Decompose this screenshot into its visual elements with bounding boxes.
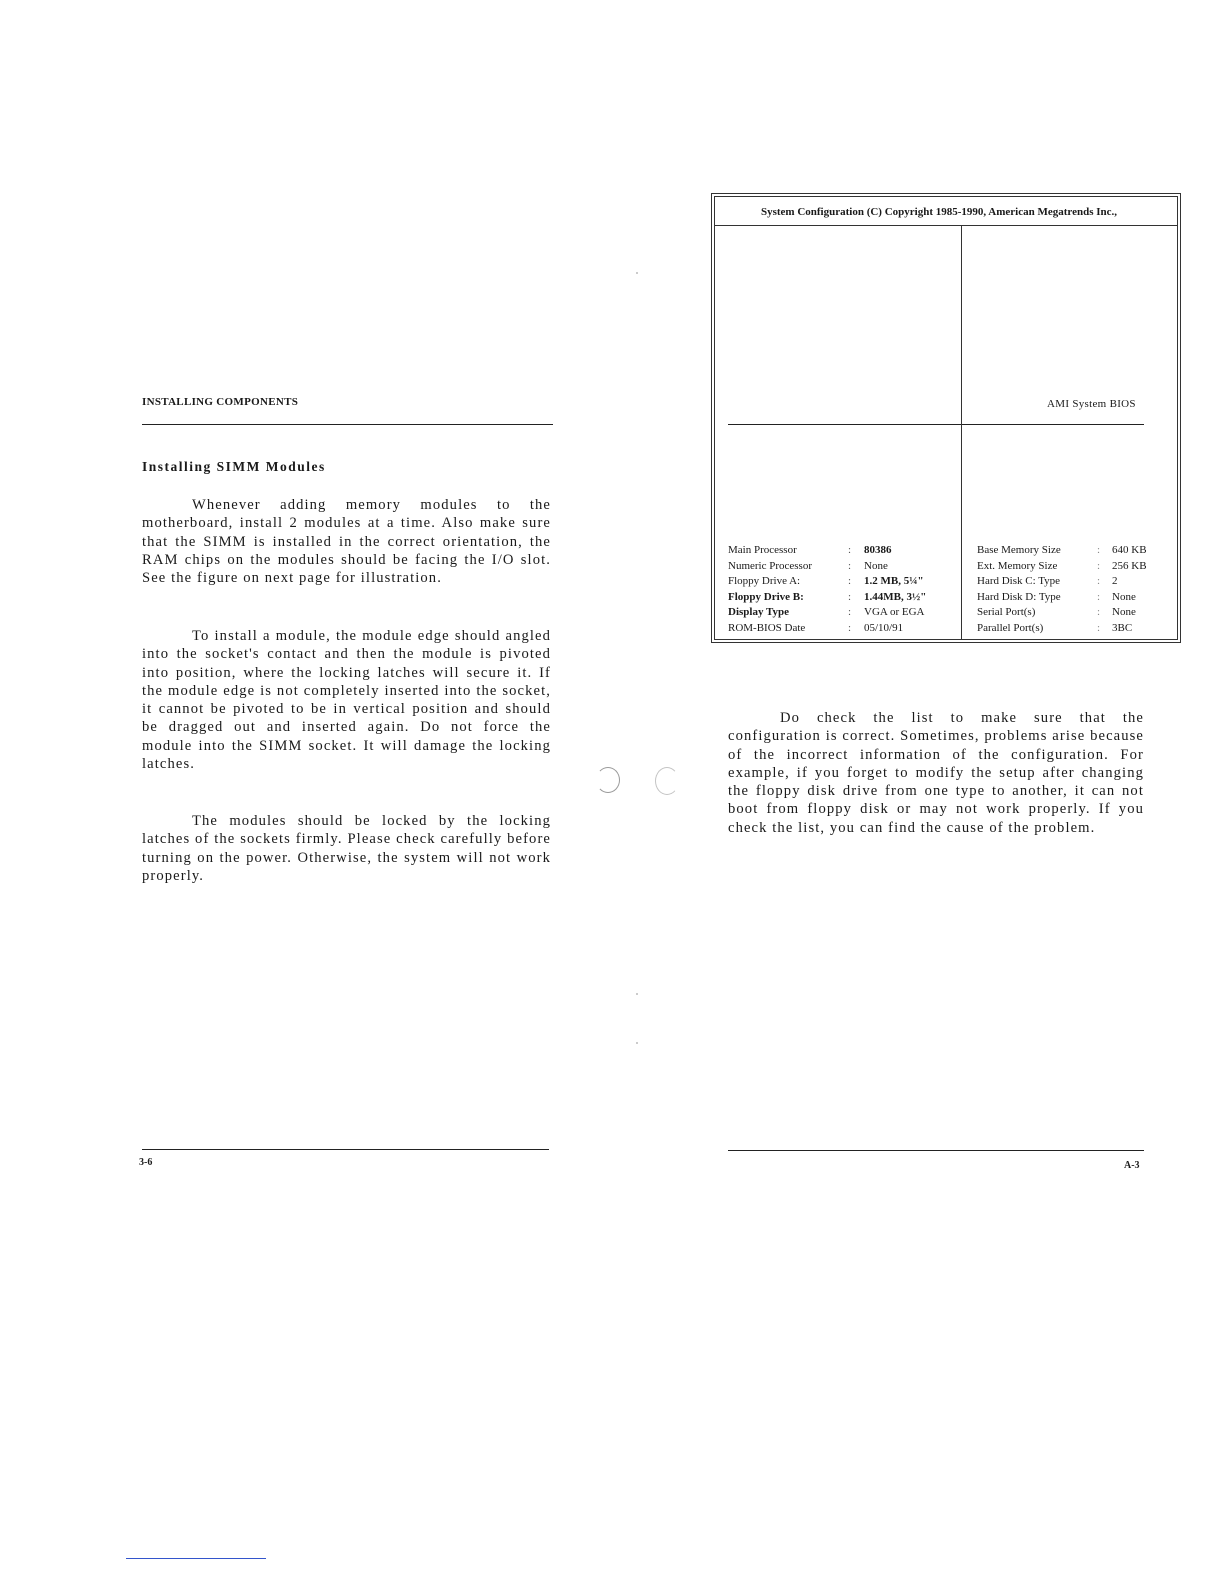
config-value: 3BC — [1112, 621, 1133, 634]
bios-left-values — [864, 543, 926, 637]
config-label: Hard Disk D: Type — [977, 590, 1061, 603]
right-paragraph: Do check the list to make sure that the configuration is correct. Sometimes, problems arise because of the incorrect information of the configuration. For example, if you forget to modify the setup after changing the floppy disk drive from one type to another, it can not boot from floppy disk or may not work properly. If you check the list, you can find the cause of the problem. — [728, 710, 1144, 836]
config-value: VGA or EGA — [864, 606, 925, 619]
config-label: Hard Disk C: Type — [977, 575, 1061, 588]
bios-title-separator — [714, 225, 1178, 226]
left-running-head: INSTALLING COMPONENTS — [142, 396, 299, 408]
config-separator: : — [1097, 575, 1101, 588]
binding-hole-artifact — [596, 767, 620, 793]
config-separator: : — [848, 621, 852, 634]
scan-speck — [636, 272, 638, 274]
config-label: Numeric Processor — [728, 559, 813, 572]
config-separator: : — [848, 575, 852, 588]
config-label: Display Type — [728, 606, 790, 619]
left-page-number: 3-6 — [139, 1157, 153, 1168]
left-paragraph-2: To install a module, the module edge should angled into the socket's contact and then the module is pivoted into position, where the locking latches will secure it. If the module edge is not completely inserted into the socket, it cannot be pivoted to be in vertical position and should be dragged out and inserted again. Do not force the module into the SIMM socket. It will damage the locking latches. — [142, 628, 551, 773]
bios-right-separators — [1097, 543, 1100, 637]
config-value: None — [864, 559, 888, 572]
config-separator: : — [1097, 606, 1101, 619]
config-label: Parallel Port(s) — [977, 621, 1044, 634]
right-running-head: AMI System BIOS — [1047, 398, 1136, 410]
left-header-rule — [142, 424, 553, 425]
scan-speck — [636, 993, 638, 995]
bios-left-labels — [728, 543, 812, 637]
config-value: 1.44MB, 3½" — [864, 590, 927, 603]
section-title: Installing SIMM Modules — [142, 459, 326, 474]
left-paragraph-1: Whenever adding memory modules to the motherboard, install 2 modules at a time. Also make sure that the SIMM is installed in the correct orientation, the RAM chips on the modules should be facing the I/O slot. See the figure on next page for illustration. — [142, 497, 551, 587]
config-value: 256 KB — [1112, 559, 1147, 572]
bios-column-divider — [961, 225, 962, 640]
left-paragraph-3: The modules should be locked by the locking latches of the sockets firmly. Please check carefully before turning on the power. Otherwise, the system will not work properly. — [142, 813, 551, 884]
config-separator: : — [848, 559, 852, 572]
right-footer-rule — [728, 1150, 1144, 1151]
scan-edge-line — [126, 1558, 266, 1559]
config-separator: : — [1097, 590, 1101, 603]
config-value: None — [1112, 606, 1136, 619]
config-label: Serial Port(s) — [977, 606, 1036, 619]
config-separator: : — [1097, 559, 1101, 572]
config-separator: : — [848, 606, 852, 619]
config-separator: : — [848, 544, 852, 556]
config-value: 640 KB — [1112, 544, 1147, 556]
config-separator: : — [1097, 621, 1101, 634]
config-label: Floppy Drive B: — [728, 590, 804, 603]
config-label: Main Processor — [728, 544, 797, 556]
config-label: Ext. Memory Size — [977, 559, 1058, 572]
config-value: None — [1112, 590, 1136, 603]
scan-speck — [636, 1042, 638, 1044]
config-label: Floppy Drive A: — [728, 575, 801, 588]
config-label: Base Memory Size — [977, 544, 1061, 556]
bios-config-title: System Configuration (C) Copyright 1985-1990, American Megatrends Inc., — [760, 206, 1118, 218]
bios-right-values — [1112, 543, 1147, 637]
binding-hole-artifact — [655, 767, 679, 795]
bios-left-separators — [848, 543, 851, 637]
bios-right-labels — [977, 543, 1061, 637]
config-value: 05/10/91 — [864, 621, 904, 634]
config-label: ROM-BIOS Date — [728, 621, 806, 634]
config-value: 2 — [1112, 575, 1118, 588]
config-value: 80386 — [864, 544, 892, 556]
right-page-number: A-3 — [1124, 1160, 1140, 1171]
config-value: 1.2 MB, 5¼" — [864, 575, 924, 588]
config-separator: : — [848, 590, 852, 603]
left-footer-rule — [142, 1149, 549, 1150]
config-separator: : — [1097, 544, 1101, 556]
